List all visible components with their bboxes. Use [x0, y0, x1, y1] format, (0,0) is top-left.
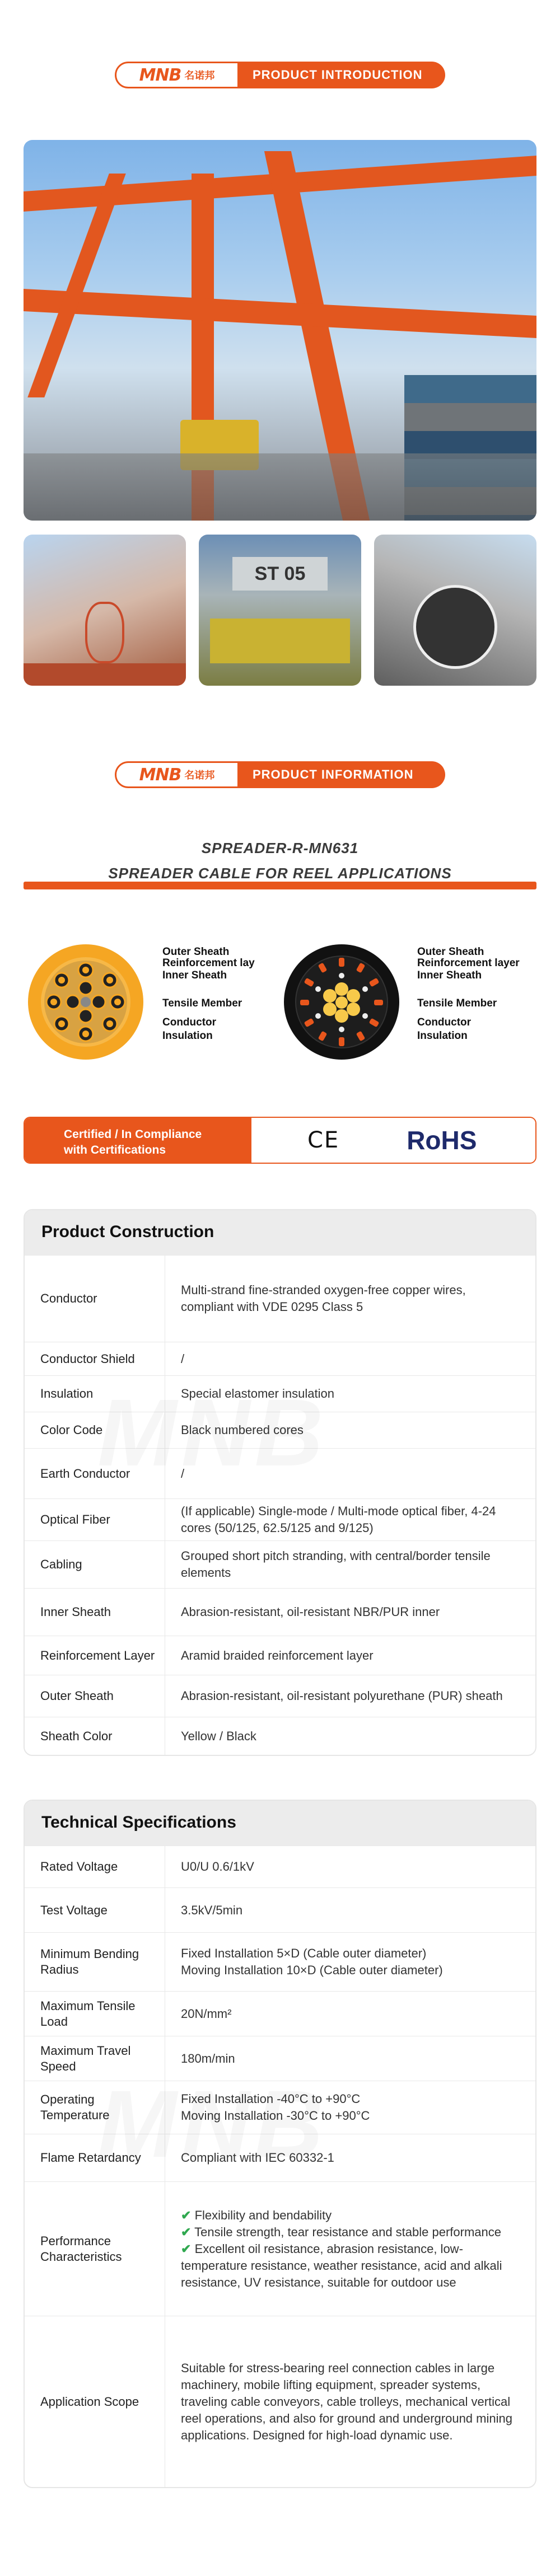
cross-section-yellow	[27, 943, 144, 1061]
table-row: Cabling Grouped short pitch stranding, with central/border tensile elements	[25, 1540, 535, 1588]
label-conductor: Conductor	[162, 1017, 217, 1028]
table-row: Maximum Tensile Load 20N/mm²	[25, 1991, 535, 2036]
table-row: Optical Fiber (If applicable) Single-mode / Multi-mode optical fiber, 4-24 cores (50/125, 62.5/125 and 9/125)	[25, 1498, 535, 1540]
gantry-crane-photo	[24, 140, 536, 521]
product-information-banner	[115, 761, 445, 788]
table-row: Flame Retardancy Compliant with IEC 60332-1	[25, 2134, 535, 2181]
label-tensile-member: Tensile Member	[162, 997, 242, 1009]
rohs-mark: RoHS	[407, 1126, 477, 1155]
spreader-photo	[199, 535, 361, 686]
cable-basket-photo	[374, 535, 536, 686]
label-outer-sheath: Outer Sheath	[417, 946, 484, 958]
check-icon: ✔	[181, 2224, 192, 2239]
certification-bar	[24, 1117, 536, 1164]
banner-title: PRODUCT INFORMATION	[253, 767, 414, 781]
table-row: Color Code Black numbered cores	[25, 1412, 535, 1448]
label-insulation: Insulation	[417, 1030, 468, 1042]
technical-title: Technical Specifications	[25, 1801, 535, 1846]
table-row: Operating Temperature Fixed Installation -40°C to +90°C Moving Installation -30°C to +90°C	[25, 2081, 535, 2134]
cable-reel-photo-1	[24, 535, 186, 686]
label-tensile-member: Tensile Member	[417, 997, 497, 1009]
table-row: Sheath Color Yellow / Black	[25, 1717, 535, 1755]
table-row: Rated Voltage U0/U 0.6/1kV	[25, 1846, 535, 1887]
logo-cn: 名诺邦	[184, 70, 215, 82]
logo-mark: MNB	[139, 765, 181, 785]
cross-section-black	[283, 943, 400, 1061]
table-row: Inner Sheath Abrasion-resistant, oil-resistant NBR/PUR inner	[25, 1588, 535, 1636]
label-conductor: Conductor	[417, 1017, 472, 1028]
check-icon: ✔	[181, 2241, 192, 2256]
table-row: Test Voltage 3.5kV/5min	[25, 1887, 535, 1932]
brand-logo	[115, 62, 239, 88]
ce-mark: CE	[307, 1127, 340, 1153]
table-row: Minimum Bending Radius Fixed Installation 5×D (Cable outer diameter) Moving Installation 10×D (Cable outer diameter)	[25, 1932, 535, 1991]
label-insulation: Insulation	[162, 1030, 213, 1042]
product-id: SPREADER-R-MN631	[201, 840, 359, 856]
container-label: ST 05	[232, 557, 328, 591]
check-icon: ✔	[181, 2208, 192, 2222]
product-introduction-banner	[115, 62, 445, 88]
table-row: Performance Characteristics ✔ Flexibility and bendability ✔ Tensile strength, tear resistance and stable performance ✔ Excellent oil resistance, abrasion resistance, low-temperature resistance, weather resistance, acid and alkali resistance, UV resistance, suitable for outdoor use	[25, 2181, 535, 2316]
table-row: Application Scope Suitable for stress-bearing reel connection cables in large machinery, mobile lifting equipment, spreader systems, traveling cable conveyors, cable trolleys, mechanical vertical reel operations, and also for ground and underground mining applications. Designed for high-load dynamic use.	[25, 2316, 535, 2487]
label-outer-sheath: Outer Sheath	[162, 946, 230, 958]
label-reinforcement: Reinforcement layer	[417, 957, 520, 969]
logo-mark: MNB	[139, 65, 181, 85]
banner-title: PRODUCT INTRODUCTION	[253, 68, 423, 82]
technical-specifications-table	[24, 1800, 536, 2488]
certification-marks	[251, 1118, 535, 1163]
banner-title-box	[239, 761, 445, 788]
table-row: Insulation Special elastomer insulation	[25, 1375, 535, 1412]
label-inner-sheath: Inner Sheath	[417, 969, 482, 981]
construction-title: Product Construction	[25, 1210, 535, 1255]
cert-line-1: Certified / In Compliance	[64, 1128, 202, 1141]
banner-title-box	[239, 62, 445, 88]
heading-underline	[24, 882, 536, 889]
product-name: SPREADER CABLE FOR REEL APPLICATIONS	[108, 865, 452, 882]
table-row: Outer Sheath Abrasion-resistant, oil-resistant polyurethane (PUR) sheath	[25, 1675, 535, 1717]
certification-label	[25, 1118, 251, 1163]
label-reinforcement: Reinforcement lay	[162, 957, 255, 969]
label-inner-sheath: Inner Sheath	[162, 969, 227, 981]
product-construction-table	[24, 1209, 536, 1756]
brand-logo	[115, 761, 239, 788]
logo-cn: 名诺邦	[184, 770, 215, 781]
table-row: Earth Conductor /	[25, 1448, 535, 1498]
cert-line-2: with Certifications	[64, 1144, 166, 1156]
table-row: Maximum Travel Speed 180m/min	[25, 2036, 535, 2081]
table-row: Conductor Multi-strand fine-stranded oxygen-free copper wires, compliant with VDE 0295 Class 5	[25, 1255, 535, 1342]
table-row: Conductor Shield /	[25, 1342, 535, 1375]
table-row: Reinforcement Layer Aramid braided reinforcement layer	[25, 1636, 535, 1675]
